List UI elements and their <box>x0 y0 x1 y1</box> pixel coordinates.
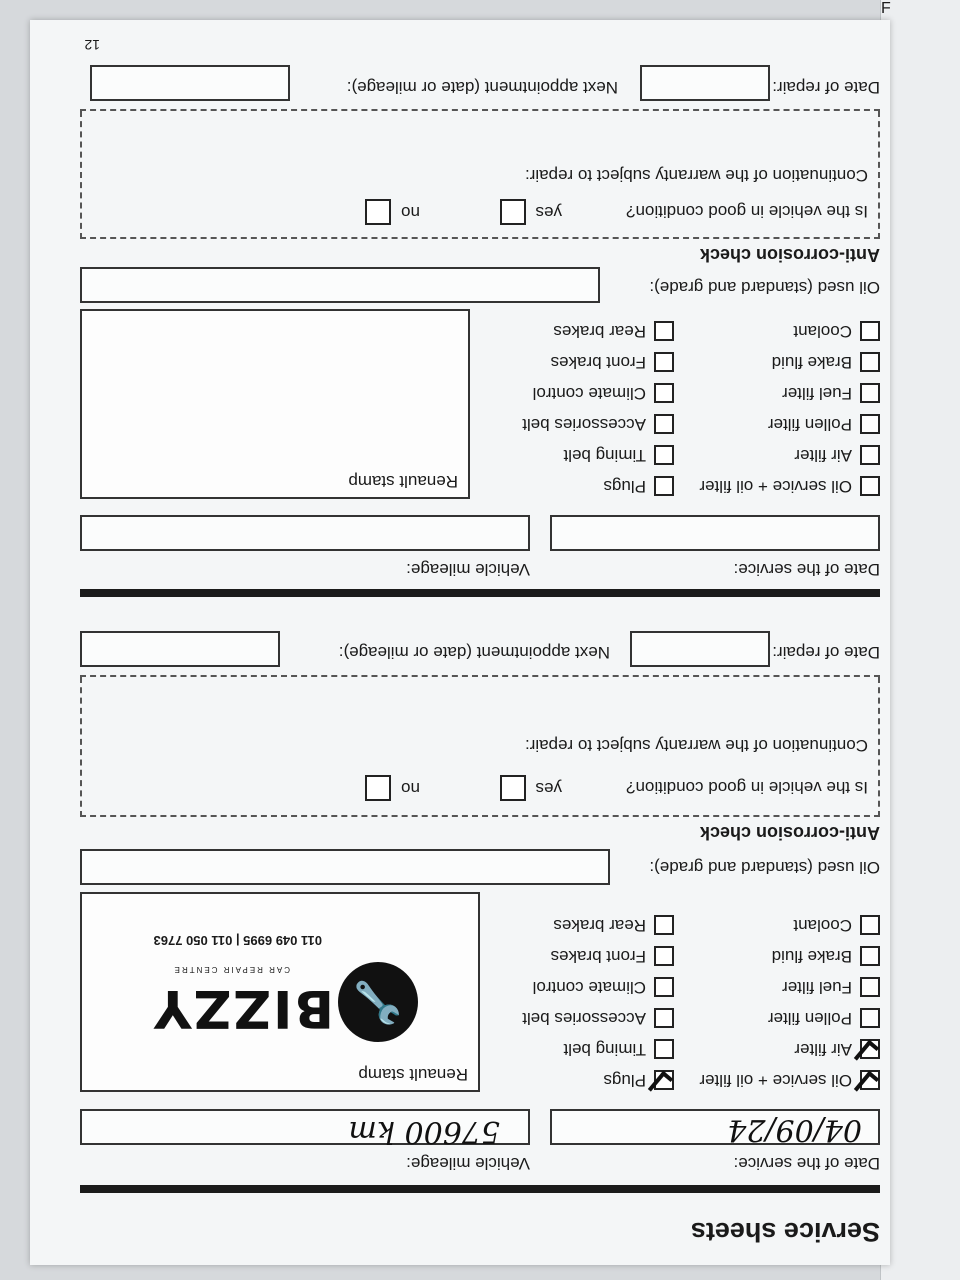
next-appointment-label: Next appointment (date or mileage): <box>346 78 618 97</box>
checklist-item-label: Front brakes <box>550 947 646 966</box>
yes-option[interactable] <box>500 199 562 225</box>
next-appointment-field[interactable] <box>90 65 290 101</box>
yes-label: yes <box>535 203 562 222</box>
title-rule <box>80 1185 880 1193</box>
checklist-item-label: Rear brakes <box>553 322 646 341</box>
checkbox[interactable] <box>860 476 880 496</box>
checkbox[interactable] <box>654 321 674 341</box>
checkbox[interactable] <box>654 1070 674 1090</box>
checklist-item[interactable] <box>553 912 674 938</box>
checkbox[interactable] <box>654 946 674 966</box>
checklist-item[interactable] <box>551 349 674 375</box>
checkbox[interactable] <box>654 445 674 465</box>
checkbox[interactable] <box>654 383 674 403</box>
renault-stamp-label: Renault stamp <box>348 472 458 491</box>
no-option[interactable] <box>365 775 420 801</box>
warranty-continuation-label: Continuation of the warranty subject to repair: <box>524 736 868 755</box>
checkbox[interactable] <box>654 476 674 496</box>
checkbox[interactable] <box>860 946 880 966</box>
checkbox[interactable] <box>860 414 880 434</box>
checkbox[interactable] <box>654 977 674 997</box>
page-title: Service sheets <box>690 1217 880 1247</box>
stamp-subtitle: CAR REPAIR CENTRE <box>172 965 290 974</box>
service-date-label: Date of the service: <box>733 560 880 579</box>
checklist-item-label: Accessories belt <box>522 415 646 434</box>
renault-stamp-box <box>80 892 480 1092</box>
checklist-item[interactable] <box>553 318 674 344</box>
vehicle-mileage-label: Vehicle mileage: <box>406 560 530 579</box>
checklist-item-label: Brake fluid <box>771 353 852 372</box>
no-label: no <box>401 203 420 222</box>
no-option[interactable] <box>365 199 420 225</box>
oil-used-field[interactable] <box>80 849 610 885</box>
service-sheet-page <box>30 20 890 1265</box>
date-of-repair-label: Date of repair: <box>772 78 880 97</box>
vehicle-mileage-label: Vehicle mileage: <box>406 1154 530 1173</box>
checklist-item-label: Plugs <box>603 1071 646 1090</box>
sheet-divider-rule <box>80 589 880 597</box>
checkbox[interactable] <box>860 915 880 935</box>
good-condition-question: Is the vehicle in good condition? <box>626 778 868 797</box>
oil-used-label: Oil used (standard and grade): <box>649 278 880 297</box>
checklist-item[interactable] <box>793 318 880 344</box>
service-date-label: Date of the service: <box>733 1154 880 1173</box>
vehicle-mileage-field[interactable] <box>80 515 530 551</box>
checklist-item[interactable] <box>772 349 880 375</box>
checkbox[interactable] <box>654 414 674 434</box>
no-checkbox[interactable] <box>365 775 391 801</box>
checkbox[interactable] <box>860 1039 880 1059</box>
service-date-field[interactable] <box>550 515 880 551</box>
checklist-item-label: Fuel filter <box>782 978 852 997</box>
checklist-item[interactable] <box>782 380 880 406</box>
vehicle-mileage-value: 57600 km <box>348 1114 500 1149</box>
checkbox[interactable] <box>654 915 674 935</box>
yes-option[interactable] <box>500 775 562 801</box>
checklist-item[interactable] <box>699 473 880 499</box>
stamp-phone: 011 049 6995 | 011 050 7763 <box>153 933 322 948</box>
oil-used-label: Oil used (standard and grade): <box>649 858 880 877</box>
checklist-item-label: Pollen filter <box>767 1009 852 1028</box>
checkbox[interactable] <box>860 321 880 341</box>
anti-corrosion-border-bottom <box>80 675 880 677</box>
checkbox[interactable] <box>654 1039 674 1059</box>
date-of-repair-label: Date of repair: <box>772 643 880 662</box>
no-checkbox[interactable] <box>365 199 391 225</box>
page-number: 12 <box>84 37 100 53</box>
checklist-item-label: Air filter <box>794 1040 852 1059</box>
stamp-company: BIZZY <box>151 978 334 1038</box>
anti-corrosion-border-right <box>80 111 82 239</box>
checkbox[interactable] <box>860 1070 880 1090</box>
service-date-value: 04/09/24 <box>727 1112 862 1147</box>
checklist-item-label: Pollen filter <box>767 415 852 434</box>
checklist-item[interactable] <box>533 380 674 406</box>
checklist-item[interactable] <box>794 1036 880 1062</box>
checklist-item-label: Air filter <box>794 446 852 465</box>
date-of-repair-field[interactable] <box>640 65 770 101</box>
checkbox[interactable] <box>860 445 880 465</box>
checklist-item-label: Plugs <box>603 477 646 496</box>
yes-checkbox[interactable] <box>500 775 526 801</box>
checklist-item[interactable] <box>563 1036 674 1062</box>
checklist-item-label: Brake fluid <box>771 947 852 966</box>
checklist-item[interactable] <box>782 974 880 1000</box>
checklist-item-label: Accessories belt <box>522 1009 646 1028</box>
oil-used-field[interactable] <box>80 267 600 303</box>
checklist-item-label: Timing belt <box>563 1040 646 1059</box>
checklist-item[interactable] <box>772 943 880 969</box>
checklist-item[interactable] <box>603 1067 674 1093</box>
bizzy-stamp <box>118 933 418 1060</box>
facing-teal-mark: F <box>880 0 960 1280</box>
anti-corrosion-border-bottom <box>80 109 880 111</box>
checklist-item[interactable] <box>563 442 674 468</box>
anti-corrosion-border-left <box>878 677 880 817</box>
yes-label: yes <box>535 779 562 798</box>
checklist-item[interactable] <box>794 442 880 468</box>
checklist-item-label: Front brakes <box>550 353 646 372</box>
anti-corrosion-border-right <box>80 677 82 817</box>
checklist-item-label: Coolant <box>793 916 852 935</box>
checkbox[interactable] <box>654 1008 674 1028</box>
checklist-item[interactable] <box>768 1005 880 1031</box>
anti-corrosion-border-left <box>878 111 880 239</box>
checklist-item-label: Timing belt <box>563 446 646 465</box>
checklist-item[interactable] <box>522 411 674 437</box>
checklist-item[interactable] <box>522 1005 674 1031</box>
no-label: no <box>401 779 420 798</box>
renault-stamp-box <box>80 309 470 499</box>
checklist-item-label: Oil service + oil filter <box>699 477 852 496</box>
checklist-item[interactable] <box>551 943 674 969</box>
next-appointment-field[interactable] <box>80 631 280 667</box>
checklist-item-label: Fuel filter <box>782 384 852 403</box>
anti-corrosion-border-top <box>80 815 880 817</box>
checkbox[interactable] <box>860 352 880 372</box>
yes-checkbox[interactable] <box>500 199 526 225</box>
checklist-item[interactable] <box>603 473 674 499</box>
anti-corrosion-border-top <box>80 237 880 239</box>
wrench-car-icon: 🔧 <box>338 962 418 1042</box>
checklist-item[interactable] <box>768 411 880 437</box>
checkbox[interactable] <box>860 1008 880 1028</box>
checkbox[interactable] <box>860 383 880 403</box>
date-of-repair-field[interactable] <box>630 631 770 667</box>
checklist-item-label: Rear brakes <box>553 916 646 935</box>
checklist-item[interactable] <box>793 912 880 938</box>
renault-stamp-label: Renault stamp <box>358 1065 468 1084</box>
checklist-item[interactable] <box>533 974 674 1000</box>
anti-corrosion-heading: Anti-corrosion check <box>699 245 880 265</box>
checklist-item[interactable] <box>699 1067 880 1093</box>
good-condition-question: Is the vehicle in good condition? <box>626 202 868 221</box>
checklist-item-label: Climate control <box>532 384 646 403</box>
checklist-item-label: Climate control <box>532 978 646 997</box>
rotated-content <box>30 20 890 1265</box>
warranty-continuation-label: Continuation of the warranty subject to repair: <box>524 166 868 185</box>
checkbox[interactable] <box>654 352 674 372</box>
anti-corrosion-heading: Anti-corrosion check <box>699 823 880 843</box>
checkbox[interactable] <box>860 977 880 997</box>
next-appointment-label: Next appointment (date or mileage): <box>338 643 610 662</box>
checklist-item-label: Coolant <box>793 322 852 341</box>
checklist-item-label: Oil service + oil filter <box>699 1071 852 1090</box>
